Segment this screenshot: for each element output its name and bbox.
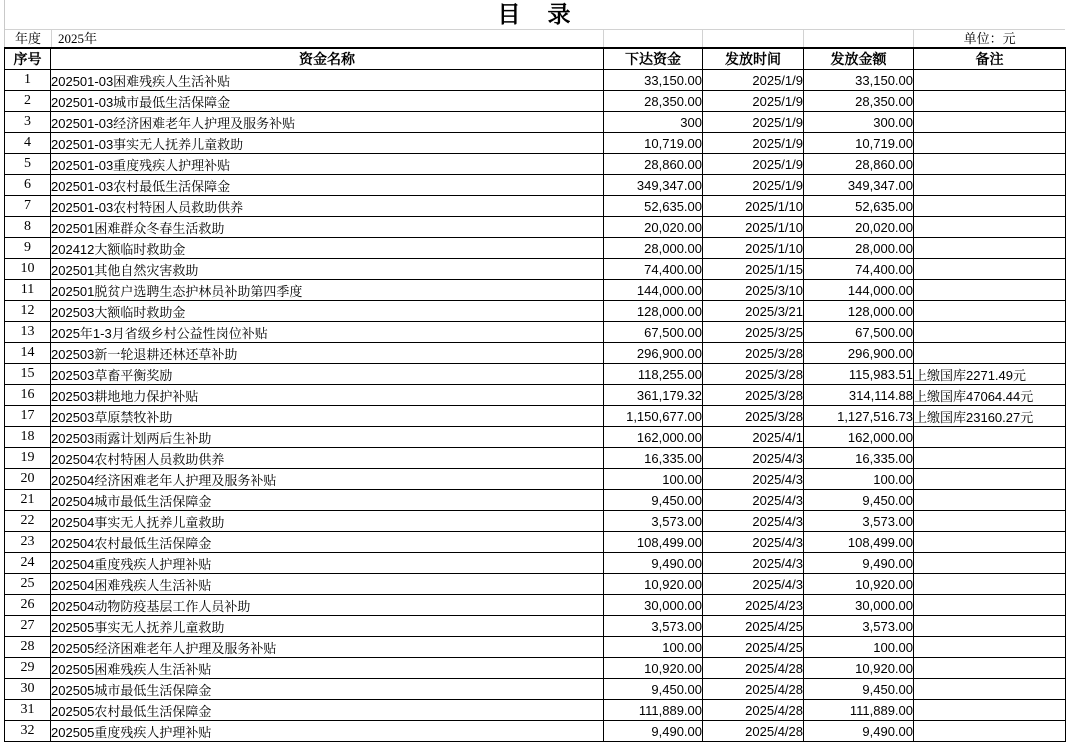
cell-allocated[interactable]: 28,000.00 bbox=[604, 238, 703, 259]
cell-allocated[interactable]: 100.00 bbox=[604, 637, 703, 658]
cell-row-number[interactable]: 25 bbox=[5, 574, 51, 595]
cell-row-number[interactable]: 11 bbox=[5, 280, 51, 301]
cell-issue-date[interactable]: 2025/1/9 bbox=[703, 91, 804, 112]
cell-row-number[interactable]: 19 bbox=[5, 448, 51, 469]
cell-row-number[interactable]: 6 bbox=[5, 175, 51, 196]
cell-note[interactable] bbox=[914, 637, 1066, 658]
table-row bbox=[5, 322, 1066, 343]
table-row bbox=[5, 70, 1066, 91]
cell-row-number[interactable]: 18 bbox=[5, 427, 51, 448]
table-row bbox=[5, 406, 1066, 427]
cell-allocated[interactable]: 52,635.00 bbox=[604, 196, 703, 217]
cell-issue-date[interactable]: 2025/3/21 bbox=[703, 301, 804, 322]
cell-allocated[interactable]: 20,020.00 bbox=[604, 217, 703, 238]
table-row bbox=[5, 280, 1066, 301]
cell-row-number[interactable]: 8 bbox=[5, 217, 51, 238]
year-label: 年度 bbox=[14, 31, 41, 46]
cell-fund-name[interactable]: 202501-03城市最低生活保障金 bbox=[51, 91, 604, 112]
cell-row-number[interactable]: 2 bbox=[5, 91, 51, 112]
cell-row-number[interactable]: 26 bbox=[5, 595, 51, 616]
cell-issued-amount[interactable]: 296,900.00 bbox=[804, 343, 914, 364]
cell-fund-name[interactable]: 202501-03经济困难老年人护理及服务补贴 bbox=[51, 112, 604, 133]
cell-note[interactable] bbox=[914, 469, 1066, 490]
cell-allocated[interactable]: 10,920.00 bbox=[604, 658, 703, 679]
table-row bbox=[5, 364, 1066, 385]
cell-issue-date[interactable]: 2025/1/9 bbox=[703, 133, 804, 154]
table-row bbox=[5, 385, 1066, 406]
table-row bbox=[5, 511, 1066, 532]
cell-issued-amount[interactable]: 349,347.00 bbox=[804, 175, 914, 196]
cell-note[interactable] bbox=[914, 721, 1066, 742]
cell-note[interactable] bbox=[914, 154, 1066, 175]
cell-allocated[interactable]: 33,150.00 bbox=[604, 70, 703, 91]
sheet-top-area bbox=[4, 0, 1065, 47]
cell-issue-date[interactable]: 2025/3/28 bbox=[703, 385, 804, 406]
table-row bbox=[5, 217, 1066, 238]
cell-issue-date[interactable]: 2025/1/10 bbox=[703, 196, 804, 217]
cell-row-number[interactable]: 13 bbox=[5, 322, 51, 343]
cell-issue-date[interactable]: 2025/3/28 bbox=[703, 406, 804, 427]
cell-issued-amount[interactable]: 10,920.00 bbox=[804, 574, 914, 595]
cell-issue-date[interactable]: 2025/1/9 bbox=[703, 112, 804, 133]
cell-row-number[interactable]: 28 bbox=[5, 637, 51, 658]
cell-issue-date[interactable]: 2025/4/23 bbox=[703, 595, 804, 616]
cell-allocated[interactable]: 9,490.00 bbox=[604, 721, 703, 742]
col-header-no[interactable]: 序号 bbox=[5, 48, 51, 70]
cell-issue-date[interactable]: 2025/4/28 bbox=[703, 700, 804, 721]
cell-fund-name[interactable]: 202503草畜平衡奖励 bbox=[51, 364, 604, 385]
meta-empty-cell bbox=[803, 30, 913, 47]
table-row bbox=[5, 154, 1066, 175]
cell-row-number[interactable]: 20 bbox=[5, 469, 51, 490]
title-row bbox=[5, 0, 1065, 30]
cell-allocated[interactable]: 3,573.00 bbox=[604, 511, 703, 532]
cell-allocated[interactable]: 10,719.00 bbox=[604, 133, 703, 154]
cell-note[interactable] bbox=[914, 91, 1066, 112]
cell-fund-name[interactable]: 202504困难残疾人生活补贴 bbox=[51, 574, 604, 595]
cell-note[interactable] bbox=[914, 574, 1066, 595]
cell-fund-name[interactable]: 202504城市最低生活保障金 bbox=[51, 490, 604, 511]
cell-issued-amount[interactable]: 28,350.00 bbox=[804, 91, 914, 112]
cell-issued-amount[interactable]: 9,450.00 bbox=[804, 490, 914, 511]
cell-allocated[interactable]: 349,347.00 bbox=[604, 175, 703, 196]
cell-issued-amount[interactable]: 100.00 bbox=[804, 637, 914, 658]
cell-note[interactable] bbox=[914, 532, 1066, 553]
cell-allocated[interactable]: 9,450.00 bbox=[604, 490, 703, 511]
cell-issue-date[interactable]: 2025/1/15 bbox=[703, 259, 804, 280]
cell-note[interactable] bbox=[914, 133, 1066, 154]
cell-note[interactable] bbox=[914, 595, 1066, 616]
cell-issued-amount[interactable]: 314,114.88 bbox=[804, 385, 914, 406]
cell-issue-date[interactable]: 2025/4/3 bbox=[703, 490, 804, 511]
year-value-cell[interactable]: 2025年 bbox=[51, 30, 603, 47]
cell-note[interactable] bbox=[914, 553, 1066, 574]
cell-allocated[interactable]: 10,920.00 bbox=[604, 574, 703, 595]
cell-row-number[interactable]: 7 bbox=[5, 196, 51, 217]
cell-allocated[interactable]: 74,400.00 bbox=[604, 259, 703, 280]
cell-row-number[interactable]: 9 bbox=[5, 238, 51, 259]
cell-allocated[interactable]: 16,335.00 bbox=[604, 448, 703, 469]
cell-fund-name[interactable]: 202504动物防疫基层工作人员补助 bbox=[51, 595, 604, 616]
cell-issue-date[interactable]: 2025/1/10 bbox=[703, 238, 804, 259]
cell-fund-name[interactable]: 202505经济困难老年人护理及服务补贴 bbox=[51, 637, 604, 658]
cell-allocated[interactable]: 100.00 bbox=[604, 469, 703, 490]
cell-row-number[interactable]: 21 bbox=[5, 490, 51, 511]
cell-row-number[interactable]: 22 bbox=[5, 511, 51, 532]
cell-note[interactable] bbox=[914, 280, 1066, 301]
cell-allocated[interactable]: 28,860.00 bbox=[604, 154, 703, 175]
cell-allocated[interactable]: 28,350.00 bbox=[604, 91, 703, 112]
table-row bbox=[5, 679, 1066, 700]
cell-issue-date[interactable]: 2025/4/3 bbox=[703, 511, 804, 532]
cell-row-number[interactable]: 12 bbox=[5, 301, 51, 322]
table-row bbox=[5, 301, 1066, 322]
col-header-allocated[interactable]: 下达资金 bbox=[604, 48, 703, 70]
table-row bbox=[5, 469, 1066, 490]
col-header-fund-name[interactable]: 资金名称 bbox=[51, 48, 604, 70]
col-header-amount[interactable]: 发放金额 bbox=[804, 48, 914, 70]
cell-issue-date[interactable]: 2025/1/9 bbox=[703, 175, 804, 196]
cell-issue-date[interactable]: 2025/4/3 bbox=[703, 469, 804, 490]
col-header-note[interactable]: 备注 bbox=[914, 48, 1066, 70]
cell-issue-date[interactable]: 2025/4/28 bbox=[703, 721, 804, 742]
cell-allocated[interactable]: 128,000.00 bbox=[604, 301, 703, 322]
cell-issued-amount[interactable]: 20,020.00 bbox=[804, 217, 914, 238]
table-row bbox=[5, 133, 1066, 154]
cell-note[interactable] bbox=[914, 448, 1066, 469]
cell-issue-date[interactable]: 2025/1/9 bbox=[703, 154, 804, 175]
meta-row bbox=[5, 30, 1065, 47]
cell-allocated[interactable]: 144,000.00 bbox=[604, 280, 703, 301]
table-row bbox=[5, 175, 1066, 196]
cell-fund-name[interactable]: 202501-03困难残疾人生活补贴 bbox=[51, 70, 604, 91]
cell-issued-amount[interactable]: 100.00 bbox=[804, 469, 914, 490]
cell-allocated[interactable]: 30,000.00 bbox=[604, 595, 703, 616]
unit-label: 单位：元 bbox=[913, 30, 1065, 47]
table-row bbox=[5, 616, 1066, 637]
cell-row-number[interactable]: 5 bbox=[5, 154, 51, 175]
table-row bbox=[5, 637, 1066, 658]
cell-note[interactable] bbox=[914, 70, 1066, 91]
cell-note[interactable] bbox=[914, 196, 1066, 217]
page-title: 目 录 bbox=[497, 2, 573, 27]
cell-note[interactable] bbox=[914, 490, 1066, 511]
cell-issued-amount[interactable]: 10,920.00 bbox=[804, 658, 914, 679]
cell-fund-name[interactable]: 202504农村最低生活保障金 bbox=[51, 532, 604, 553]
cell-note[interactable] bbox=[914, 322, 1066, 343]
cell-fund-name[interactable]: 202503草原禁牧补助 bbox=[51, 406, 604, 427]
cell-fund-name[interactable]: 202501-03农村最低生活保障金 bbox=[51, 175, 604, 196]
cell-note[interactable] bbox=[914, 700, 1066, 721]
table-row bbox=[5, 427, 1066, 448]
cell-fund-name[interactable]: 202501-03事实无人抚养儿童救助 bbox=[51, 133, 604, 154]
cell-issue-date[interactable]: 2025/1/10 bbox=[703, 217, 804, 238]
cell-issued-amount[interactable]: 128,000.00 bbox=[804, 301, 914, 322]
cell-issued-amount[interactable]: 67,500.00 bbox=[804, 322, 914, 343]
table-row bbox=[5, 490, 1066, 511]
cell-fund-name[interactable]: 202504农村特困人员救助供养 bbox=[51, 448, 604, 469]
table-row bbox=[5, 532, 1066, 553]
cell-allocated[interactable]: 67,500.00 bbox=[604, 322, 703, 343]
cell-row-number[interactable]: 27 bbox=[5, 616, 51, 637]
cell-row-number[interactable]: 32 bbox=[5, 721, 51, 742]
cell-issue-date[interactable]: 2025/3/28 bbox=[703, 364, 804, 385]
cell-row-number[interactable]: 3 bbox=[5, 112, 51, 133]
cell-note[interactable] bbox=[914, 658, 1066, 679]
cell-row-number[interactable]: 31 bbox=[5, 700, 51, 721]
cell-fund-name[interactable]: 202501-03重度残疾人护理补贴 bbox=[51, 154, 604, 175]
cell-allocated[interactable]: 108,499.00 bbox=[604, 532, 703, 553]
cell-note[interactable] bbox=[914, 616, 1066, 637]
cell-issue-date[interactable]: 2025/3/25 bbox=[703, 322, 804, 343]
cell-issued-amount[interactable]: 9,490.00 bbox=[804, 721, 914, 742]
table-row bbox=[5, 721, 1066, 742]
cell-issue-date[interactable]: 2025/3/10 bbox=[703, 280, 804, 301]
cell-note[interactable] bbox=[914, 679, 1066, 700]
cell-allocated[interactable]: 9,450.00 bbox=[604, 679, 703, 700]
cell-issued-amount[interactable]: 1,127,516.73 bbox=[804, 406, 914, 427]
cell-issued-amount[interactable]: 162,000.00 bbox=[804, 427, 914, 448]
cell-fund-name[interactable]: 202505城市最低生活保障金 bbox=[51, 679, 604, 700]
cell-issued-amount[interactable]: 115,983.51 bbox=[804, 364, 914, 385]
cell-fund-name[interactable]: 202505农村最低生活保障金 bbox=[51, 700, 604, 721]
meta-empty-cell bbox=[603, 30, 702, 47]
cell-allocated[interactable]: 9,490.00 bbox=[604, 553, 703, 574]
cell-note[interactable] bbox=[914, 301, 1066, 322]
cell-allocated[interactable]: 118,255.00 bbox=[604, 364, 703, 385]
cell-fund-name[interactable]: 202503耕地地力保护补贴 bbox=[51, 385, 604, 406]
table-row bbox=[5, 574, 1066, 595]
cell-issued-amount[interactable]: 3,573.00 bbox=[804, 511, 914, 532]
cell-issued-amount[interactable]: 300.00 bbox=[804, 112, 914, 133]
table-row bbox=[5, 553, 1066, 574]
table-row bbox=[5, 595, 1066, 616]
table-row bbox=[5, 91, 1066, 112]
cell-note[interactable]: 上缴国库47064.44元 bbox=[914, 385, 1066, 406]
table-row bbox=[5, 196, 1066, 217]
cell-fund-name[interactable]: 202501其他自然灾害救助 bbox=[51, 259, 604, 280]
cell-fund-name[interactable]: 202505事实无人抚养儿童救助 bbox=[51, 616, 604, 637]
cell-issued-amount[interactable]: 74,400.00 bbox=[804, 259, 914, 280]
cell-row-number[interactable]: 4 bbox=[5, 133, 51, 154]
cell-fund-name[interactable]: 202504经济困难老年人护理及服务补贴 bbox=[51, 469, 604, 490]
cell-issue-date[interactable]: 2025/4/3 bbox=[703, 553, 804, 574]
cell-issued-amount[interactable]: 108,499.00 bbox=[804, 532, 914, 553]
cell-issued-amount[interactable]: 30,000.00 bbox=[804, 595, 914, 616]
cell-issue-date[interactable]: 2025/4/3 bbox=[703, 532, 804, 553]
cell-note[interactable] bbox=[914, 511, 1066, 532]
cell-fund-name[interactable]: 202501脱贫户选聘生态护林员补助第四季度 bbox=[51, 280, 604, 301]
cell-issue-date[interactable]: 2025/1/9 bbox=[703, 70, 804, 91]
cell-row-number[interactable]: 17 bbox=[5, 406, 51, 427]
cell-fund-name[interactable]: 202501困难群众冬春生活救助 bbox=[51, 217, 604, 238]
cell-fund-name[interactable]: 202505重度残疾人护理补贴 bbox=[51, 721, 604, 742]
cell-issued-amount[interactable]: 9,490.00 bbox=[804, 553, 914, 574]
cell-allocated[interactable]: 296,900.00 bbox=[604, 343, 703, 364]
cell-note[interactable] bbox=[914, 238, 1066, 259]
cell-fund-name[interactable]: 202504重度残疾人护理补贴 bbox=[51, 553, 604, 574]
cell-issue-date[interactable]: 2025/4/28 bbox=[703, 679, 804, 700]
cell-fund-name[interactable]: 202504事实无人抚养儿童救助 bbox=[51, 511, 604, 532]
table-row bbox=[5, 259, 1066, 280]
cell-row-number[interactable]: 23 bbox=[5, 532, 51, 553]
cell-fund-name[interactable]: 202412大额临时救助金 bbox=[51, 238, 604, 259]
cell-row-number[interactable]: 14 bbox=[5, 343, 51, 364]
cell-fund-name[interactable]: 202505困难残疾人生活补贴 bbox=[51, 658, 604, 679]
cell-issued-amount[interactable]: 16,335.00 bbox=[804, 448, 914, 469]
cell-issued-amount[interactable]: 28,000.00 bbox=[804, 238, 914, 259]
cell-fund-name[interactable]: 202503雨露计划两后生补助 bbox=[51, 427, 604, 448]
cell-allocated[interactable]: 162,000.00 bbox=[604, 427, 703, 448]
cell-issued-amount[interactable]: 111,889.00 bbox=[804, 700, 914, 721]
cell-issued-amount[interactable]: 10,719.00 bbox=[804, 133, 914, 154]
cell-issued-amount[interactable]: 28,860.00 bbox=[804, 154, 914, 175]
cell-issued-amount[interactable]: 33,150.00 bbox=[804, 70, 914, 91]
cell-issued-amount[interactable]: 144,000.00 bbox=[804, 280, 914, 301]
cell-allocated[interactable]: 361,179.32 bbox=[604, 385, 703, 406]
cell-issue-date[interactable]: 2025/4/3 bbox=[703, 448, 804, 469]
cell-fund-name[interactable]: 202503新一轮退耕还林还草补助 bbox=[51, 343, 604, 364]
cell-note[interactable] bbox=[914, 217, 1066, 238]
cell-note[interactable] bbox=[914, 112, 1066, 133]
funds-table bbox=[4, 47, 1066, 742]
cell-row-number[interactable]: 29 bbox=[5, 658, 51, 679]
table-row bbox=[5, 112, 1066, 133]
cell-row-number[interactable]: 30 bbox=[5, 679, 51, 700]
table-row bbox=[5, 658, 1066, 679]
cell-issue-date[interactable]: 2025/4/25 bbox=[703, 637, 804, 658]
cell-note[interactable] bbox=[914, 343, 1066, 364]
cell-issued-amount[interactable]: 52,635.00 bbox=[804, 196, 914, 217]
cell-fund-name[interactable]: 202503大额临时救助金 bbox=[51, 301, 604, 322]
col-header-date[interactable]: 发放时间 bbox=[703, 48, 804, 70]
cell-issue-date[interactable]: 2025/4/25 bbox=[703, 616, 804, 637]
cell-allocated[interactable]: 1,150,677.00 bbox=[604, 406, 703, 427]
cell-row-number[interactable]: 15 bbox=[5, 364, 51, 385]
table-row bbox=[5, 343, 1066, 364]
cell-issue-date[interactable]: 2025/3/28 bbox=[703, 343, 804, 364]
cell-allocated[interactable]: 3,573.00 bbox=[604, 616, 703, 637]
cell-issue-date[interactable]: 2025/4/3 bbox=[703, 574, 804, 595]
cell-fund-name[interactable]: 202501-03农村特困人员救助供养 bbox=[51, 196, 604, 217]
cell-issue-date[interactable]: 2025/4/28 bbox=[703, 658, 804, 679]
header-row bbox=[5, 48, 1066, 70]
cell-issued-amount[interactable]: 3,573.00 bbox=[804, 616, 914, 637]
cell-note[interactable]: 上缴国库2271.49元 bbox=[914, 364, 1066, 385]
table-row bbox=[5, 448, 1066, 469]
cell-fund-name[interactable]: 2025年1-3月省级乡村公益性岗位补贴 bbox=[51, 322, 604, 343]
meta-empty-cell bbox=[702, 30, 803, 47]
cell-note[interactable]: 上缴国库23160.27元 bbox=[914, 406, 1066, 427]
cell-row-number[interactable]: 16 bbox=[5, 385, 51, 406]
cell-row-number[interactable]: 24 bbox=[5, 553, 51, 574]
cell-row-number[interactable]: 10 bbox=[5, 259, 51, 280]
cell-note[interactable] bbox=[914, 175, 1066, 196]
cell-issued-amount[interactable]: 9,450.00 bbox=[804, 679, 914, 700]
cell-note[interactable] bbox=[914, 259, 1066, 280]
cell-allocated[interactable]: 111,889.00 bbox=[604, 700, 703, 721]
table-row bbox=[5, 700, 1066, 721]
table-row bbox=[5, 238, 1066, 259]
cell-issue-date[interactable]: 2025/4/1 bbox=[703, 427, 804, 448]
cell-note[interactable] bbox=[914, 427, 1066, 448]
cell-allocated[interactable]: 300 bbox=[604, 112, 703, 133]
cell-row-number[interactable]: 1 bbox=[5, 70, 51, 91]
